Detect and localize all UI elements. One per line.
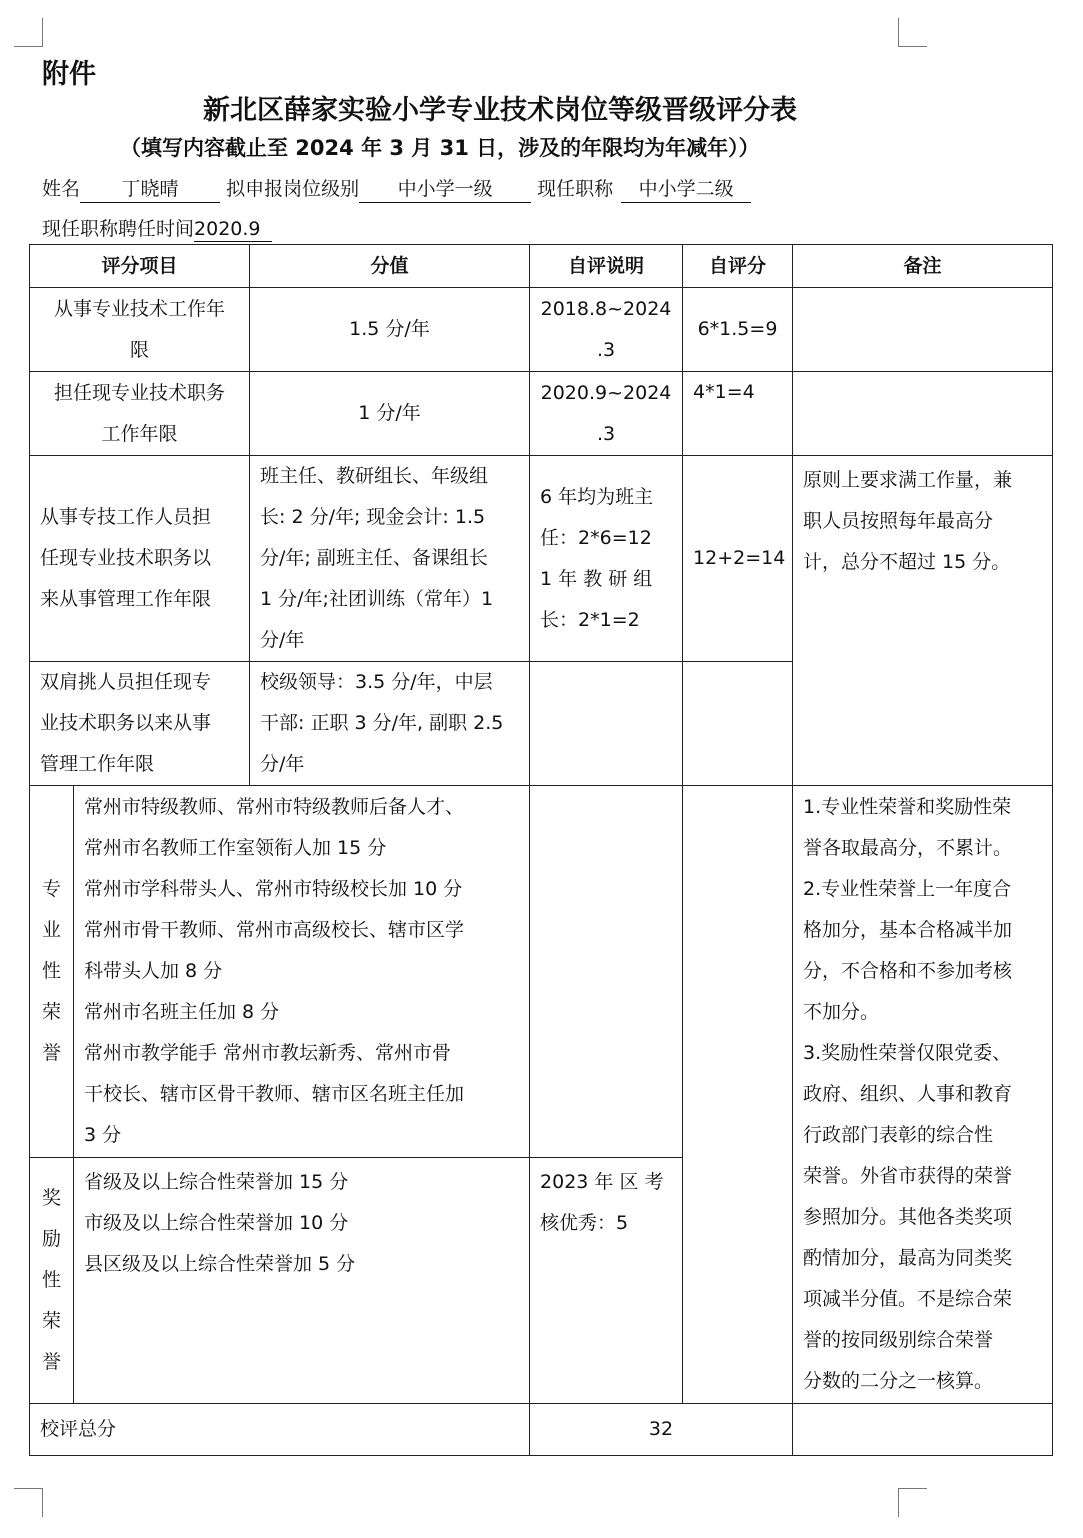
total-note (793, 1404, 1053, 1456)
row4-value-line: 校级领导：3.5 分/年，中层 (260, 671, 493, 693)
honor-note-line: 格加分，基本合格减半加 (803, 919, 1013, 941)
honor-note-line: 荣誉。外省市获得的荣誉 (803, 1165, 1013, 1187)
award-honor-criteria (74, 1158, 530, 1404)
prof-honor-label (30, 786, 74, 1158)
row4-explain (530, 662, 683, 786)
header-score: 自评分 (683, 245, 793, 288)
row1-item (30, 288, 250, 372)
row3-note-line: 原则上要求满工作量，兼 (803, 469, 1013, 491)
name-value: 丁晓晴 (80, 174, 220, 203)
row1-value: 1.5 分/年 (250, 288, 530, 372)
row3-note-line: 职人员按照每年最高分 (803, 510, 994, 532)
prof-honor-line: 科带头人加 8 分 (84, 960, 223, 982)
honor-note (793, 786, 1053, 1404)
row3-value-line: 1 分/年;社团训练（常年）1 (260, 588, 494, 610)
award-honor-line: 县区级及以上综合性荣誉加 5 分 (84, 1253, 356, 1275)
hire-time-label: 现任职称聘任时间 (42, 218, 195, 240)
award-honor-label-char: 奖 (41, 1187, 61, 1209)
total-label: 校评总分 (30, 1404, 530, 1456)
row3-note-line: 计，总分不超过 15 分。 (803, 551, 1011, 573)
honor-score (683, 786, 793, 1404)
prof-honor-label-char: 业 (41, 919, 61, 941)
row1-explain-line: .3 (596, 338, 616, 361)
prof-honor-line: 干校长、辖市区骨干教师、辖市区名班主任加 (84, 1083, 465, 1105)
score-table (29, 244, 1053, 1456)
row2-value: 1 分/年 (250, 372, 530, 456)
prof-honor-line: 常州市名教师工作室领衔人加 15 分 (84, 837, 387, 859)
award-honor-label-char: 誉 (41, 1351, 61, 1373)
header-explain: 自评说明 (530, 245, 683, 288)
table-row (30, 288, 1053, 372)
row3-explain (530, 456, 683, 662)
honor-note-line: 2.专业性荣誉上一年度合 (803, 878, 1012, 900)
row2-item-line: 担任现专业技术职务 (54, 381, 226, 404)
honor-note-line: 不加分。 (803, 1001, 880, 1023)
row3-explain-line: 任：2*6=12 (540, 526, 652, 549)
table-row (30, 786, 1053, 1158)
current-title-value: 中小学二级 (621, 174, 751, 203)
row3-note (793, 456, 1053, 786)
apply-level-label: 拟申报岗位级别 (226, 178, 360, 200)
prof-honor-explain (530, 786, 683, 1158)
row4-item (30, 662, 250, 786)
info-line-1 (42, 174, 751, 203)
row4-score (683, 662, 793, 786)
row2-item (30, 372, 250, 456)
row3-value-line: 分/年 (260, 629, 305, 651)
honor-note-line: 3.奖励性荣誉仅限党委、 (803, 1042, 1012, 1064)
row1-explain (530, 288, 683, 372)
row1-explain-line: 2018.8~2024 (540, 297, 672, 320)
award-honor-label-char: 荣 (41, 1310, 61, 1332)
row4-value-line: 分/年 (260, 753, 305, 775)
honor-note-line: 行政部门表彰的综合性 (803, 1124, 994, 1146)
row1-item-line: 限 (130, 338, 150, 361)
honor-note-line: 政府、组织、人事和教育 (803, 1083, 1013, 1105)
header-value: 分值 (250, 245, 530, 288)
row3-item-line: 任现专业技术职务以 (40, 547, 212, 569)
award-honor-line: 市级及以上综合性荣誉加 10 分 (84, 1212, 349, 1234)
row3-item-line: 来从事管理工作年限 (40, 588, 212, 610)
table-row (30, 456, 1053, 662)
page-title-text: 新北区薛家实验小学专业技术岗位等级晋级评分表 (203, 95, 797, 126)
row3-value-line: 班主任、教研组长、年级组 (260, 465, 489, 487)
award-honor-label (30, 1158, 74, 1404)
info-line-2 (42, 214, 272, 242)
crop-mark-top-left (14, 18, 43, 47)
row4-item-line: 双肩挑人员担任现专 (40, 671, 212, 693)
row4-value (250, 662, 530, 786)
award-honor-label-char: 性 (41, 1269, 61, 1291)
row3-value-line: 长: 2 分/年; 现金会计: 1.5 (260, 506, 486, 528)
row3-item-line: 从事专技工作人员担 (40, 506, 212, 528)
prof-honor-label-char: 荣 (41, 1001, 61, 1023)
row4-item-line: 管理工作年限 (40, 753, 155, 775)
row4-value-line: 干部: 正职 3 分/年, 副职 2.5 (260, 712, 504, 734)
current-title-label: 现任职称 (537, 178, 614, 200)
award-honor-label-char: 励 (41, 1228, 61, 1250)
table-row (30, 1404, 1053, 1456)
prof-honor-criteria (74, 786, 530, 1158)
prof-honor-label-char: 专 (41, 878, 61, 900)
page-subtitle: （填写内容截止至 2024 年 3 月 31 日，涉及的年限均为年减年）） (120, 136, 760, 160)
prof-honor-line: 常州市教学能手 常州市教坛新秀、常州市骨 (84, 1042, 452, 1064)
attachment-label: 附件 (42, 59, 96, 90)
row3-explain-line: 1 年 教 研 组 (540, 567, 653, 590)
crop-mark-bottom-right (898, 1488, 927, 1517)
award-honor-line: 省级及以上综合性荣誉加 15 分 (84, 1171, 349, 1193)
page-title (0, 88, 940, 127)
crop-mark-bottom-left (14, 1488, 43, 1517)
row3-value (250, 456, 530, 662)
name-label: 姓名 (42, 178, 81, 200)
honor-note-line: 参照加分。其他各类奖项 (803, 1206, 1013, 1228)
honor-note-line: 项减半分值。不是综合荣 (803, 1288, 1013, 1310)
row2-score: 4*1=4 (683, 372, 793, 456)
award-honor-explain (530, 1158, 683, 1404)
row2-explain-line: .3 (596, 422, 616, 445)
header-note: 备注 (793, 245, 1053, 288)
row2-explain-line: 2020.9~2024 (540, 381, 672, 404)
row2-explain (530, 372, 683, 456)
award-honor-explain-line: 核优秀：5 (540, 1212, 629, 1234)
row2-note (793, 372, 1053, 456)
row3-item (30, 456, 250, 662)
row3-score: 12+2=14 (683, 456, 793, 662)
honor-note-line: 分，不合格和不参加考核 (803, 960, 1013, 982)
prof-honor-line: 常州市学科带头人、常州市特级校长加 10 分 (84, 878, 463, 900)
row3-explain-line: 长：2*1=2 (540, 608, 640, 631)
row1-score: 6*1.5=9 (683, 288, 793, 372)
hire-time-value: 2020.9 (194, 218, 272, 242)
row3-value-line: 分/年; 副班主任、备课组长 (260, 547, 488, 569)
table-header-row (30, 245, 1053, 288)
row1-item-line: 从事专业技术工作年 (54, 297, 226, 320)
prof-honor-label-char: 誉 (41, 1042, 61, 1064)
honor-note-line: 分数的二分之一核算。 (803, 1370, 994, 1392)
honor-note-line: 誉的按同级别综合荣誉 (803, 1329, 994, 1351)
honor-note-line: 1.专业性荣誉和奖励性荣 (803, 796, 1012, 818)
crop-mark-top-right (898, 18, 927, 47)
prof-honor-line: 常州市特级教师、常州市特级教师后备人才、 (84, 796, 465, 818)
prof-honor-line: 常州市骨干教师、常州市高级校长、辖市区学 (84, 919, 465, 941)
honor-note-line: 誉各取最高分，不累计。 (803, 837, 1013, 859)
row4-item-line: 业技术职务以来从事 (40, 712, 212, 734)
row1-note (793, 288, 1053, 372)
honor-note-line: 酌情加分，最高为同类奖 (803, 1247, 1013, 1269)
row3-explain-line: 6 年均为班主 (540, 485, 654, 508)
prof-honor-label-char: 性 (41, 960, 61, 982)
prof-honor-line: 常州市名班主任加 8 分 (84, 1001, 280, 1023)
header-item: 评分项目 (30, 245, 250, 288)
total-value: 32 (530, 1404, 793, 1456)
award-honor-explain-line: 2023 年 区 考 (540, 1171, 664, 1193)
row2-item-line: 工作年限 (101, 422, 178, 445)
apply-level-value: 中小学一级 (359, 174, 531, 203)
table-row (30, 372, 1053, 456)
prof-honor-line: 3 分 (84, 1124, 122, 1146)
